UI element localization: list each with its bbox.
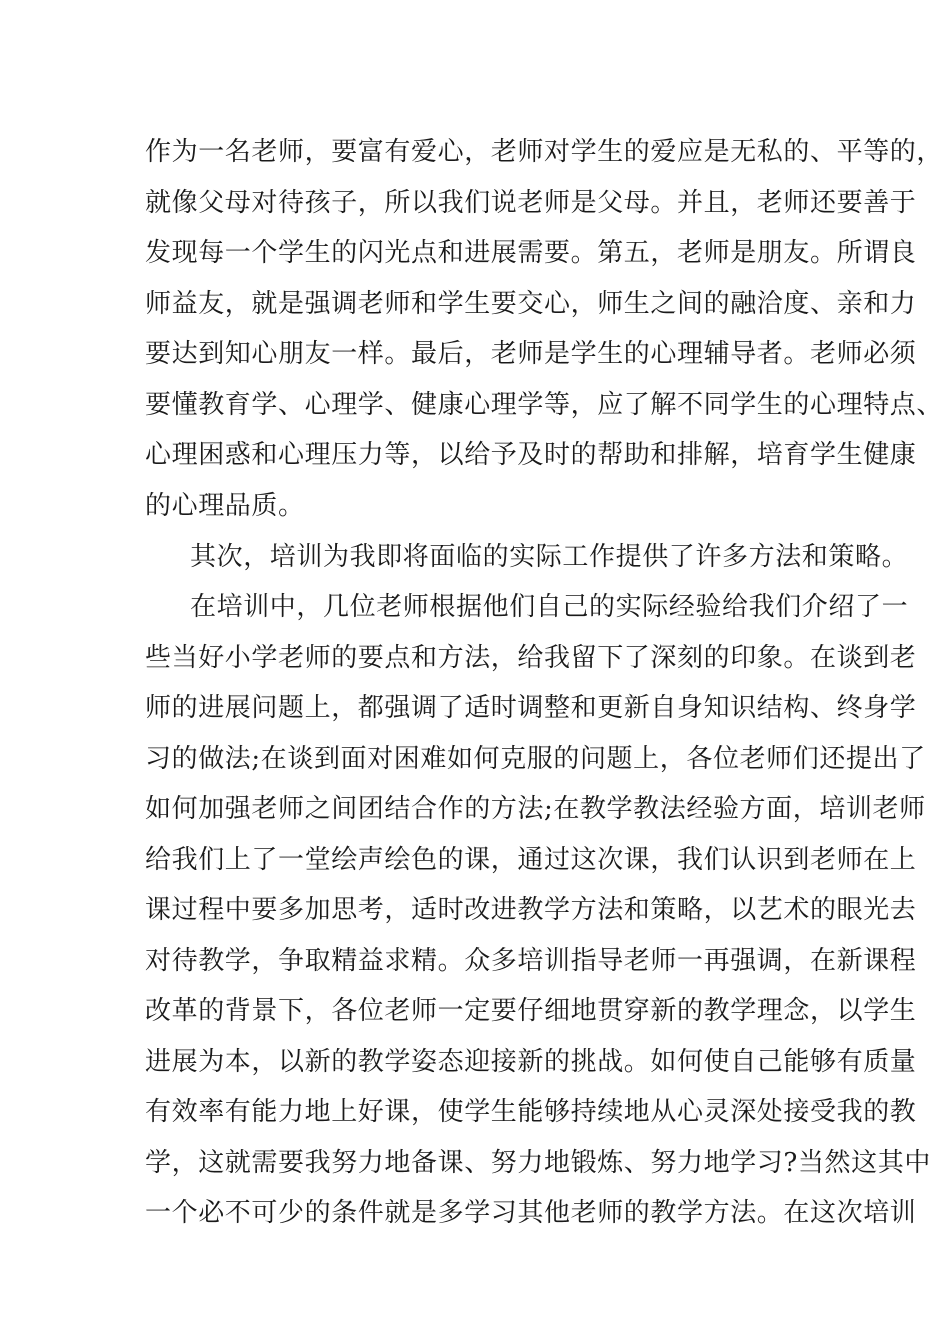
text-line: 改革的背景下，各位老师一定要仔细地贯穿新的教学理念，以学生: [145, 996, 917, 1026]
text-line: 有效率有能力地上好课，使学生能够持续地从心灵深处接受我的教: [145, 1097, 917, 1127]
text-line: 一个必不可少的条件就是多学习其他老师的教学方法。在这次培训: [145, 1198, 917, 1228]
text-line: 心理困惑和心理压力等，以给予及时的帮助和排解，培育学生健康: [145, 440, 917, 470]
text-line: 对待教学，争取精益求精。众多培训指导老师一再强调，在新课程: [145, 946, 917, 976]
text-line: 要达到知心朋友一样。最后，老师是学生的心理辅导者。老师必须: [145, 339, 917, 369]
text-line: 的心理品质。: [145, 491, 305, 521]
text-line: 课过程中要多加思考，适时改进教学方法和策略，以艺术的眼光去: [145, 895, 917, 925]
text-line: 些当好小学老师的要点和方法，给我留下了深刻的印象。在谈到老: [145, 643, 917, 673]
text-line: 发现每一个学生的闪光点和进展需要。第五，老师是朋友。所谓良: [145, 238, 917, 268]
text-line: 学，这就需要我努力地备课、努力地锻炼、努力地学习?当然这其中: [145, 1148, 931, 1178]
text-line: 进展为本，以新的教学姿态迎接新的挑战。如何使自己能够有质量: [145, 1047, 917, 1077]
text-line: 习的做法;在谈到面对困难如何克服的问题上，各位老师们还提出了: [145, 744, 926, 774]
text-line: 给我们上了一堂绘声绘色的课，通过这次课，我们认识到老师在上: [145, 845, 917, 875]
text-line: 就像父母对待孩子，所以我们说老师是父母。并且，老师还要善于: [145, 188, 917, 218]
text-line: 如何加强老师之间团结合作的方法;在教学教法经验方面，培训老师: [145, 794, 926, 824]
text-line: 作为一名老师，要富有爱心，老师对学生的爱应是无私的、平等的，: [145, 137, 944, 167]
text-line: 在培训中，几位老师根据他们自己的实际经验给我们介绍了一: [190, 592, 909, 622]
text-line: 师益友，就是强调老师和学生要交心，师生之间的融洽度、亲和力: [145, 289, 917, 319]
text-line: 其次，培训为我即将面临的实际工作提供了许多方法和策略。: [190, 542, 909, 572]
text-line: 师的进展问题上，都强调了适时调整和更新自身知识结构、终身学: [145, 693, 917, 723]
text-line: 要懂教育学、心理学、健康心理学等，应了解不同学生的心理特点、: [145, 390, 944, 420]
